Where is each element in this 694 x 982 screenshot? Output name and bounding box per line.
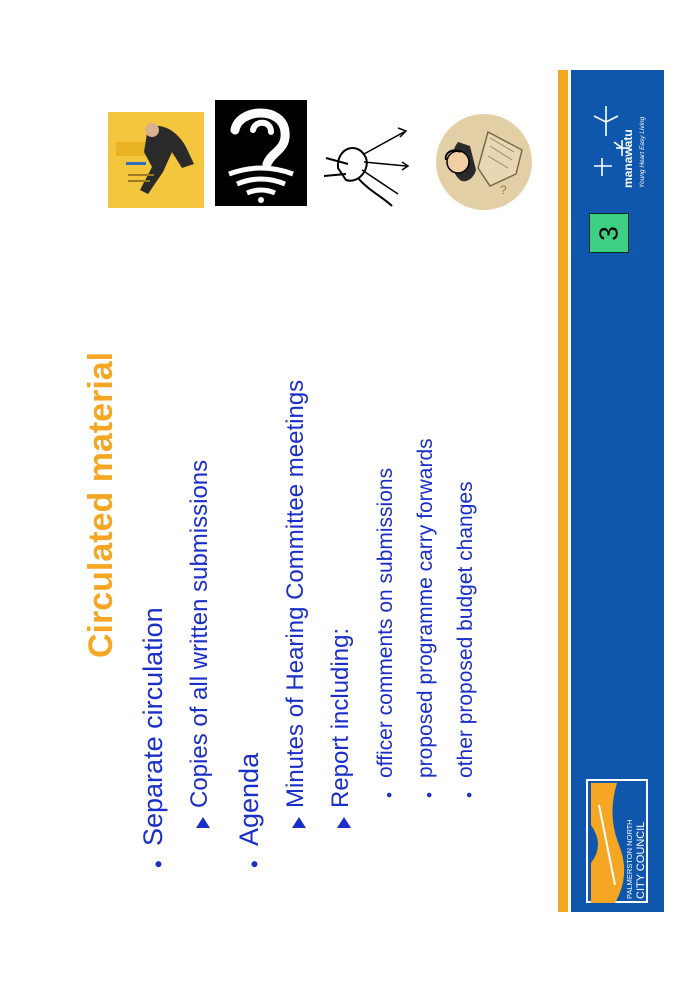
bullet-dot-icon: • [242,860,267,868]
sub-bullet-triangle-icon [337,817,351,828]
council-name-line1: PALMERSTON NORTH [625,819,634,899]
council-name-line2: CITY COUNCIL [635,821,647,899]
ear-listening-icon [215,100,307,206]
person-poster-image [108,112,204,208]
sub-sub-bullet-dot-icon: • [460,792,479,798]
bullet-dot-icon: • [146,860,171,868]
footer-orange-stripe [558,70,568,912]
manawatu-logo [586,96,650,192]
bullet-item: Agenda [234,752,264,846]
sub-bullet-item: Report including: [327,627,354,808]
page-number-box [589,213,629,253]
bullet-item: Separate circulation [138,607,168,846]
sub-sub-bullet-item: other proposed budget changes [454,481,477,778]
reader-with-book-image [430,112,538,212]
sub-bullet-triangle-icon [196,817,210,828]
manawatu-wordmark: manawatu [621,129,635,188]
sub-sub-bullet-item: proposed programme carry forwards [414,438,437,778]
page-number: 3 [593,225,624,241]
sub-sub-bullet-dot-icon: • [420,792,439,798]
sub-bullet-item: Copies of all written submissions [186,459,213,808]
svg-text:?: ? [500,183,507,197]
sub-bullet-item: Minutes of Hearing Committee meetings [282,379,309,808]
slide-title: Circulated material [82,351,120,658]
manawatu-tagline: Young Heart Easy Living [639,116,646,188]
slide-content [60,288,490,868]
sub-sub-bullet-dot-icon: • [380,792,399,798]
council-logo [585,775,649,907]
person-arrows-clipart [318,118,410,210]
sub-sub-bullet-item: officer comments on submissions [374,467,397,778]
sub-bullet-triangle-icon [292,817,306,828]
